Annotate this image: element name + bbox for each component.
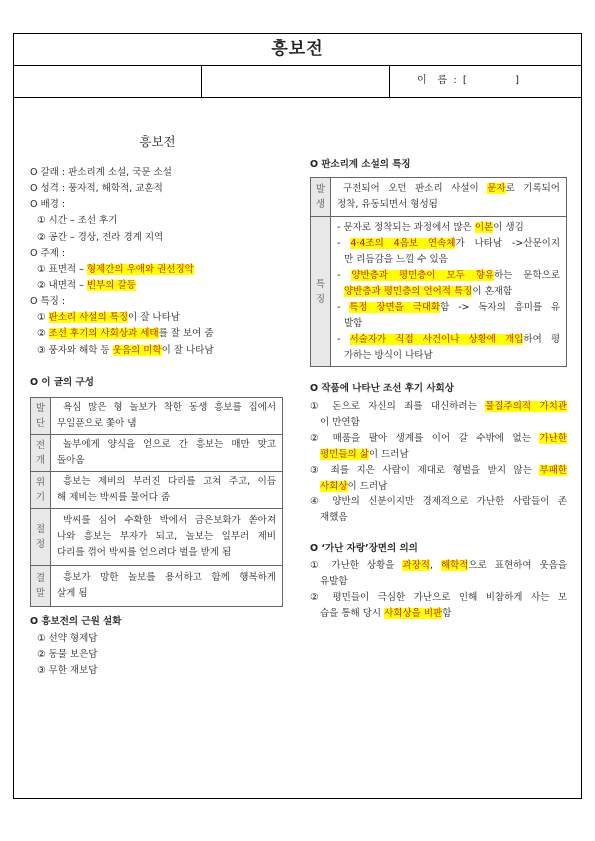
numbered-item xyxy=(310,590,567,622)
text-line xyxy=(30,647,280,663)
text-line xyxy=(57,545,276,561)
text-segment: 살게 됨 xyxy=(57,588,88,599)
text-line xyxy=(310,431,567,447)
text-line xyxy=(310,447,567,463)
text-segment: 하는 문학으로 xyxy=(494,269,560,281)
text-segment: 함 -> 독자의 흥미를 유 xyxy=(440,301,561,313)
text-segment: 이 잘 나타남 xyxy=(128,312,180,324)
text-line xyxy=(310,494,567,510)
stage-label-cell xyxy=(31,472,51,509)
numbered-item xyxy=(310,558,567,590)
text-segment: 만 리듬감을 느낄 수 있음 xyxy=(344,253,448,265)
text-segment: ② 공간 – 경상, 전라 경계 지역 xyxy=(37,231,164,243)
features-table xyxy=(310,177,567,367)
stage-description xyxy=(51,509,283,566)
highlighted-text: 부패한 xyxy=(539,464,567,476)
structure-table xyxy=(30,397,283,607)
feature-label-cell xyxy=(311,178,331,217)
numbered-item xyxy=(310,431,567,463)
highlighted-text: 서술자가 직접 사건이나 상황에 개입 xyxy=(349,333,524,345)
text-segment: 나와 흥보는 부자가 되고, 놀보는 일부러 제비 xyxy=(57,531,276,542)
text-line xyxy=(57,513,276,529)
text-line xyxy=(57,586,276,602)
text-line xyxy=(337,197,560,213)
stage-label-cell xyxy=(31,566,51,607)
text-segment: 으로 표현하여 웃음을 xyxy=(468,560,567,571)
origins-heading: O 흥보전의 근원 설화 xyxy=(30,616,122,627)
feature-bullet xyxy=(337,220,560,236)
text-segment: 다리를 꺾어 박씨를 얻으려다 벌을 받게 됨 xyxy=(57,547,232,558)
header-table xyxy=(13,33,582,98)
text-segment: - xyxy=(337,301,350,313)
text-line xyxy=(310,510,567,526)
section-title: 흥보전 xyxy=(139,134,176,149)
text-segment: 이 혼재함 xyxy=(472,285,513,297)
text-segment: 함 xyxy=(442,607,452,619)
text-segment: 정착, 유동되면서 형성됨 xyxy=(337,199,438,210)
header-blank-cell-2 xyxy=(202,66,390,97)
text-line xyxy=(337,236,560,252)
structure-row xyxy=(31,472,283,509)
worksheet-title: 흥보전 xyxy=(14,34,581,66)
text-line xyxy=(310,399,567,415)
text-segment: 해 제비는 박씨를 물어다 줌 xyxy=(57,492,171,503)
text-line xyxy=(337,284,560,300)
text-line xyxy=(30,663,280,679)
feature-bullet xyxy=(337,268,560,300)
text-segment: ② 평민들이 극심한 가난으로 인해 비참하게 사는 모 xyxy=(310,591,567,603)
highlighted-text: 형제간의 우애와 권선징악 xyxy=(86,263,194,275)
text-segment: O 특징 : xyxy=(30,296,66,308)
highlighted-text: 가난한 xyxy=(539,432,567,444)
overview-item xyxy=(30,246,292,262)
overview-item xyxy=(30,181,292,197)
structure-table-body xyxy=(31,398,283,607)
text-segment: O 성격 : 풍자적, 해학적, 교훈적 xyxy=(30,183,163,195)
highlighted-text: 양반층과 평민층의 언어적 특징 xyxy=(344,285,473,297)
highlighted-text: 이본 xyxy=(474,221,494,233)
feature-bullet xyxy=(337,236,560,268)
structure-row xyxy=(31,398,283,435)
text-line xyxy=(337,268,560,284)
text-segment: ④ 양반의 신분이지만 경제적으로 가난한 사람들이 존 xyxy=(310,496,567,508)
text-segment: ③ 무한 재보담 xyxy=(37,665,98,676)
text-segment: 가하는 방식이 나타남 xyxy=(344,349,433,361)
text-segment: ① 시간 – 조선 후기 xyxy=(37,215,118,227)
highlighted-text: 특정 장면을 극대화 xyxy=(349,301,441,313)
poverty-list xyxy=(310,558,567,622)
overview-list xyxy=(30,165,292,359)
overview-item xyxy=(30,197,292,213)
stage-label: 결말 xyxy=(35,573,46,599)
overview-subitem xyxy=(30,213,292,229)
numbered-item xyxy=(310,463,567,495)
highlighted-text: 해학적 xyxy=(440,560,469,571)
text-segment: 박씨를 심어 수확한 박에서 금은보화가 쏟아져 xyxy=(63,515,276,526)
origins-list xyxy=(30,631,280,679)
highlighted-text: 물질주의적 가치관 xyxy=(485,401,568,412)
stage-label: 절정 xyxy=(35,524,46,550)
highlighted-text: 사회상을 비판 xyxy=(384,607,443,619)
feature-row xyxy=(311,178,567,217)
highlighted-text: 웃음의 미학 xyxy=(112,344,162,356)
stage-label: 발단 xyxy=(35,403,46,429)
text-segment: 습을 통해 당시 xyxy=(320,607,385,619)
highlighted-text: 과장적 xyxy=(402,560,430,571)
text-segment: 구전되어 오던 판소리 사설이 xyxy=(343,183,488,194)
overview-subitem xyxy=(30,343,292,359)
text-segment: ① 표면적 – xyxy=(37,263,87,275)
stage-label-cell xyxy=(31,435,51,472)
feature-bullet xyxy=(337,332,560,364)
text-line xyxy=(337,220,560,236)
society-list xyxy=(310,399,567,526)
stage-description xyxy=(51,566,283,607)
feature-label: 특징 xyxy=(315,278,326,305)
poverty-heading: O ‘가난 자랑’장면의 의의 xyxy=(310,543,418,554)
text-segment: 이 만연함 xyxy=(320,416,360,428)
text-segment: ① 선약 형제담 xyxy=(37,633,98,644)
text-segment: 이 잘 나타남 xyxy=(161,344,214,356)
text-segment: 발함 xyxy=(344,317,363,329)
text-segment: 유발함 xyxy=(320,575,348,587)
text-segment: 이 생김 xyxy=(493,221,524,233)
header-blank-cell-1 xyxy=(14,66,202,97)
text-segment: ③ 죄를 지은 사람이 제대로 형벌을 받지 않는 xyxy=(310,464,540,476)
text-line xyxy=(337,181,560,197)
highlighted-text: 빈부의 갈등 xyxy=(86,279,136,291)
text-line xyxy=(337,348,560,364)
feature-description xyxy=(331,178,567,217)
structure-row xyxy=(31,435,283,472)
text-segment: ① 돈으로 자신의 죄를 대신하려는 xyxy=(310,401,486,412)
feature-row xyxy=(311,217,567,367)
text-line xyxy=(310,574,567,590)
text-line xyxy=(57,474,276,490)
society-heading: O 작품에 나타난 조선 후기 사회상 xyxy=(310,383,454,394)
text-segment: 흥보가 망한 놀보를 용서하고 함께 행복하게 xyxy=(63,572,276,583)
text-line xyxy=(57,453,276,469)
text-segment: 를 잘 보여 줌 xyxy=(158,328,214,340)
name-field[interactable]: 이 름 : [ ] xyxy=(417,75,521,86)
text-segment: 놀부에게 양식을 얻으로 간 흥보는 매만 맞고 xyxy=(63,439,276,450)
stage-label-cell xyxy=(31,398,51,435)
overview-subitem xyxy=(30,326,292,342)
text-segment: 무일푼으로 쫓아 냄 xyxy=(57,418,137,429)
text-line xyxy=(310,463,567,479)
text-line xyxy=(337,316,560,332)
text-line xyxy=(57,529,276,545)
features-table-body xyxy=(311,178,567,367)
stage-label: 전개 xyxy=(35,440,46,466)
text-segment: 이 드러남 xyxy=(347,480,388,492)
text-segment: - xyxy=(337,333,350,345)
text-line xyxy=(57,437,276,453)
highlighted-text: 평민들의 삶 xyxy=(320,448,369,460)
highlighted-text: 사회상 xyxy=(320,480,348,492)
text-line xyxy=(57,490,276,506)
stage-label: 위기 xyxy=(35,477,46,503)
text-segment: - xyxy=(337,237,351,249)
text-segment: ② 동물 보은담 xyxy=(37,649,98,660)
stage-description xyxy=(51,472,283,509)
text-segment: ② xyxy=(37,328,49,340)
text-line xyxy=(310,415,567,431)
overview-subitem xyxy=(30,262,292,278)
stage-description xyxy=(51,435,283,472)
text-line xyxy=(337,300,560,316)
text-segment: ① xyxy=(37,312,49,324)
overview-item xyxy=(30,294,292,310)
text-segment: O 갈래 : 판소리계 소설, 국문 소설 xyxy=(30,167,172,178)
numbered-item xyxy=(310,399,567,431)
text-line xyxy=(310,479,567,495)
text-segment: O 배경 : xyxy=(30,199,66,211)
feature-label-cell xyxy=(311,217,331,367)
text-segment: ① 가난한 상황을 xyxy=(310,560,403,571)
structure-heading: O 이 글의 구성 xyxy=(30,377,94,388)
text-segment: , xyxy=(429,560,441,571)
structure-row xyxy=(31,566,283,607)
text-line xyxy=(30,631,280,647)
feature-description xyxy=(331,217,567,367)
text-segment: ③ 풍자와 해학 등 xyxy=(37,344,113,356)
feature-bullet xyxy=(337,300,560,332)
overview-subitem xyxy=(30,230,292,246)
text-segment: O 주제 : xyxy=(30,247,66,259)
feature-label: 발생 xyxy=(315,184,326,210)
text-segment: 재했음 xyxy=(320,512,348,524)
stage-label-cell xyxy=(31,509,51,566)
features-heading: O 판소리계 소설의 특징 xyxy=(310,159,411,170)
text-line xyxy=(57,416,276,432)
text-segment: 로 기록되어 xyxy=(505,183,560,194)
text-segment: ② 내면적 – xyxy=(37,279,87,291)
text-segment: 돌아옴 xyxy=(57,455,85,466)
text-line xyxy=(310,606,567,622)
text-segment: 흥보는 제비의 부러진 다리를 고쳐 주고, 이듬 xyxy=(63,476,276,487)
text-line xyxy=(57,400,276,416)
text-line xyxy=(337,252,560,268)
text-segment: - xyxy=(337,269,352,281)
overview-subitem xyxy=(30,278,292,294)
highlighted-text: 4·4조의 4음보 연속체 xyxy=(350,237,456,249)
highlighted-text: 판소리 사설의 특징 xyxy=(48,312,129,324)
text-line xyxy=(57,570,276,586)
highlighted-text: 양반층과 평민층이 모두 향유 xyxy=(351,269,495,281)
highlighted-text: 조선 후기의 사회상과 세태 xyxy=(48,328,159,340)
overview-subitem xyxy=(30,310,292,326)
text-segment: 하여 평 xyxy=(523,333,560,345)
text-line xyxy=(337,332,560,348)
highlighted-text: 문자 xyxy=(487,183,506,194)
stage-description xyxy=(51,398,283,435)
text-segment: 가 나타남 ->산문이지 xyxy=(455,237,561,249)
overview-item xyxy=(30,165,292,181)
text-line xyxy=(310,558,567,574)
text-segment: - 문자로 정착되는 과정에서 많은 xyxy=(337,221,475,233)
header-info-row xyxy=(14,66,581,97)
text-line xyxy=(310,590,567,606)
text-segment: 욕심 많은 형 놀보가 착한 동생 흥보를 집에서 xyxy=(63,402,276,413)
numbered-item xyxy=(310,494,567,526)
structure-row xyxy=(31,509,283,566)
text-segment: ② 매품을 팔아 생계를 이어 갈 수밖에 없는 xyxy=(310,432,540,444)
text-segment: 이 드러남 xyxy=(368,448,409,460)
